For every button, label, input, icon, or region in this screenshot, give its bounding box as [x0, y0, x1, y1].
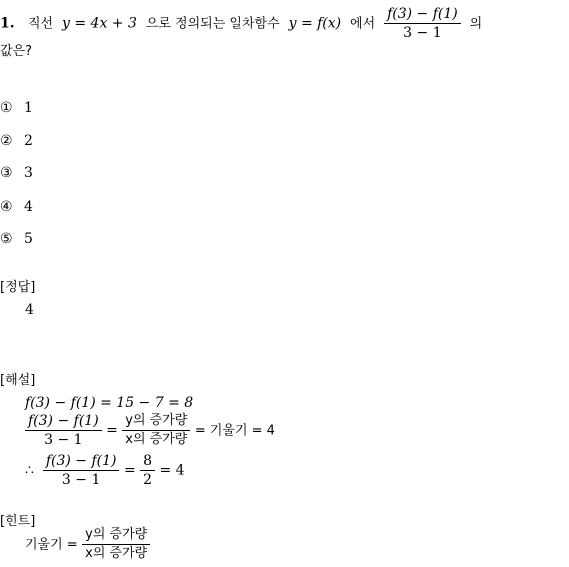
explanation-fraction: [25, 412, 102, 449]
slope-ratio: [122, 412, 190, 449]
answer-title: [정답]: [0, 280, 36, 295]
question-text-b: 으로 정의되는 일차함수: [145, 16, 280, 32]
function-notation: y = f(x): [288, 15, 342, 32]
fraction-numerator: f(3) − f(1): [25, 412, 102, 431]
choice-value: 1: [24, 100, 33, 116]
eight-over-two-fraction: [140, 452, 155, 489]
ratio-numerator: y의 증가량: [122, 412, 190, 431]
equals-sign: =: [106, 422, 118, 439]
choice-mark: ⑤: [0, 231, 13, 247]
question-text-d: 의: [469, 16, 483, 32]
hint-line: [25, 526, 150, 563]
choice-2[interactable]: [0, 133, 33, 149]
question-text-a: 직선: [27, 16, 54, 32]
hint-denominator: x의 증가량: [85, 546, 148, 561]
explanation-line-3: [25, 452, 185, 489]
question-fraction-numerator: f(3) − f(1): [384, 5, 461, 24]
choice-5[interactable]: [0, 231, 33, 247]
choice-mark: ②: [0, 133, 13, 149]
choice-value: 4: [24, 199, 33, 215]
choice-value: 5: [24, 231, 33, 247]
hint-lhs: 기울기 =: [25, 537, 78, 553]
fraction-numerator: f(3) − f(1): [43, 452, 120, 471]
fraction-denominator: 2: [143, 472, 153, 488]
ratio-denominator: x의 증가량: [125, 432, 188, 447]
fraction-denominator: 3 − 1: [44, 432, 83, 448]
hint-numerator: y의 증가량: [82, 526, 150, 545]
question-text-e: 값은?: [0, 44, 33, 59]
question-line-1: [0, 5, 482, 42]
question-fraction-denominator: 3 − 1: [403, 25, 442, 41]
question-text-c: 에서: [350, 16, 376, 32]
choice-value: 2: [24, 133, 33, 149]
explanation-line-3-tail: = 4: [159, 462, 185, 479]
therefore-symbol: ∴: [25, 462, 34, 479]
explanation-line-2: [25, 412, 275, 449]
answer-value: 4: [25, 302, 34, 318]
choice-4[interactable]: [0, 199, 33, 215]
equals-sign: =: [123, 462, 136, 479]
explanation-line-1: f(3) − f(1) = 15 − 7 = 8: [25, 395, 194, 411]
hint-title: [힌트]: [0, 514, 36, 529]
line-equation: y = 4x + 3: [62, 15, 137, 32]
fraction-numerator: 8: [140, 452, 155, 471]
choice-mark: ①: [0, 100, 13, 116]
choice-mark: ④: [0, 199, 13, 215]
question-fraction: [384, 5, 461, 42]
choice-1[interactable]: [0, 100, 33, 116]
choice-mark: ③: [0, 165, 13, 181]
choice-value: 3: [24, 165, 33, 181]
choice-3[interactable]: [0, 165, 33, 181]
explanation-title: [해설]: [0, 373, 36, 388]
question-number: 1.: [0, 15, 15, 32]
hint-fraction: [82, 526, 150, 563]
explanation-line-2-tail: = 기울기 = 4: [194, 423, 275, 439]
fraction-denominator: 3 − 1: [61, 472, 101, 488]
explanation-fraction: [43, 452, 120, 489]
